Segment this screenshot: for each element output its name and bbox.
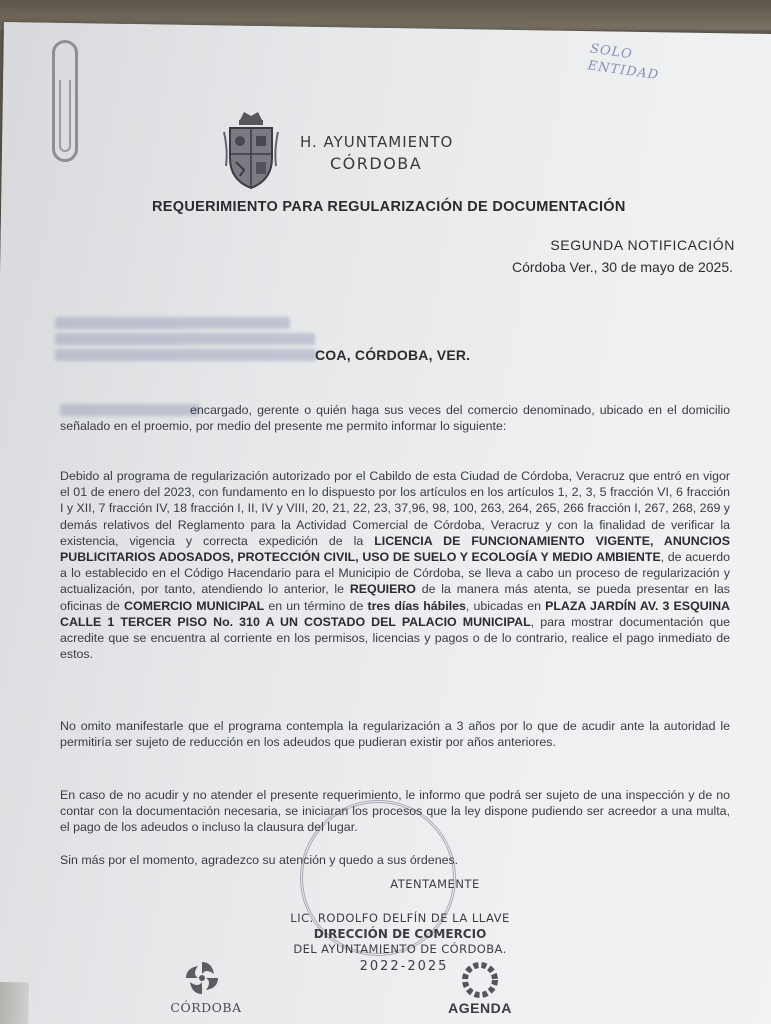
cordoba-logo-text: CÓRDOBA [170, 1000, 242, 1015]
redacted-line-2 [55, 333, 315, 345]
paperclip-inner [59, 80, 71, 152]
notice-label: SEGUNDA NOTIFICACIÓN [550, 237, 735, 253]
header-org: H. AYUNTAMIENTO [300, 133, 454, 151]
agenda-logo-icon [452, 960, 508, 1000]
header-city: CÓRDOBA [330, 154, 423, 173]
closing-word: ATENTAMENTE [390, 877, 480, 891]
agenda-logo-text: AGENDA [448, 1000, 512, 1016]
document-title: REQUERIMIENTO PARA REGULARIZACIÓN DE DOCUMENTACIÓN [152, 199, 626, 215]
deadline: tres días hábiles [367, 598, 466, 613]
paragraph-discount: No omito manifestarle que el programa contempla la regularización a 3 años por lo que de acudir ante la autoridad le permitiría ser sujeto de reducción en los adeudos que pudieran existir por años anteriores. [60, 719, 730, 750]
recipient-address: COA, CÓRDOBA, VER. [315, 347, 471, 363]
signer-name: LIC. RODOLFO DELFÍN DE LA LLAVE [290, 911, 510, 925]
requiero-word: REQUIERO [349, 582, 416, 597]
administration-period: 2022-2025 [359, 959, 449, 974]
paragraph-main-text-e: de la manera más atenta, se pueda presentar en las oficinas de [60, 582, 731, 613]
paragraph-main-text-i: , ubicadas en [465, 598, 546, 613]
paragraph-intro: encargado, gerente o quién haga sus veces del comercio denominado, ubicado en el domicilio señalado en el proemio, por medio del presente me permito informar lo siguiente: [60, 403, 730, 434]
paragraph-main [60, 468, 730, 662]
paper-edge [0, 982, 29, 1024]
redacted-line-1 [55, 317, 290, 329]
city-crest-icon [222, 110, 280, 192]
paragraph-main-text-g: en un término de [264, 598, 368, 613]
handwritten-note: SOLO ENTIDAD [586, 41, 661, 84]
redacted-line-3 [55, 349, 317, 361]
document-date: Córdoba Ver., 30 de mayo de 2025. [511, 259, 733, 275]
office-location: PLAZA JARDÍN AV. 3 ESQUINA CALLE 1 TERCER PISO No. 310 A UN COSTADO DEL PALACIO MUNICIPAL [60, 598, 730, 629]
paragraph-main-text-a: Debido al programa de regularización autorizado por el Cabildo de esta Ciudad de Córdoba, Veracruz que entró en vigor el 01 de enero del 2023, con fundamento en lo dispuesto por los artículos en los artículos 1, 2, 3, 5 fracción VI, 6 fracción I y XII, 7 fracción IV, 18 fracción I, II, IV y VIII, 20, 21, 22, 23, 37,96, 98, 100, 263, 264, 265, 266 fracción I, 267, 268, 269 y demás relativos del Reglamento para la Actividad Comercial de Córdoba, Veracruz y con la finalidad de verificar la existencia, vigencia y correcta expedición de la [60, 469, 730, 548]
paragraph-closing: Sin más por el momento, agradezco su atención y quedo a sus órdenes. [60, 853, 459, 867]
signer-role: DEL AYUNTAMIENTO DE CÓRDOBA. [293, 942, 507, 956]
paragraph-warning: En caso de no acudir y no atender el presente requerimiento, le informo que podrá ser sujeto de una inspección y de no contar con la documentación necesaria, se iniciaran los procesos que la ley dispone pudiendo ser acreedor a una multa, el pago de los adeudos o incluso la clausura del lugar. [60, 788, 730, 835]
signer-department: DIRECCIÓN DE COMERCIO [313, 927, 487, 941]
license-list: LICENCIA DE FUNCIONAMIENTO VIGENTE, ANUNCIOS PUBLICITARIOS ADOSADOS, PROTECCIÓN CIVIL, USO DE SUELO Y ECOLOGÍA Y MEDIO AMBIENTE [60, 533, 730, 565]
paragraph-main-text-k: , para mostrar documentación que acredite que se encuentra al corriente en los permisos, licencias y pagos o de lo contrario, realice el pago inmediato de estos. [60, 614, 730, 662]
paragraph-main-text-c: , de acuerdo a lo establecido en el Código Hacendario para el Municipio de Córdoba, se lleva a cabo un proceso de regularización y actualización, por tanto, atendiendo lo anterior, le [60, 550, 730, 597]
office-name: COMERCIO MUNICIPAL [124, 598, 265, 613]
